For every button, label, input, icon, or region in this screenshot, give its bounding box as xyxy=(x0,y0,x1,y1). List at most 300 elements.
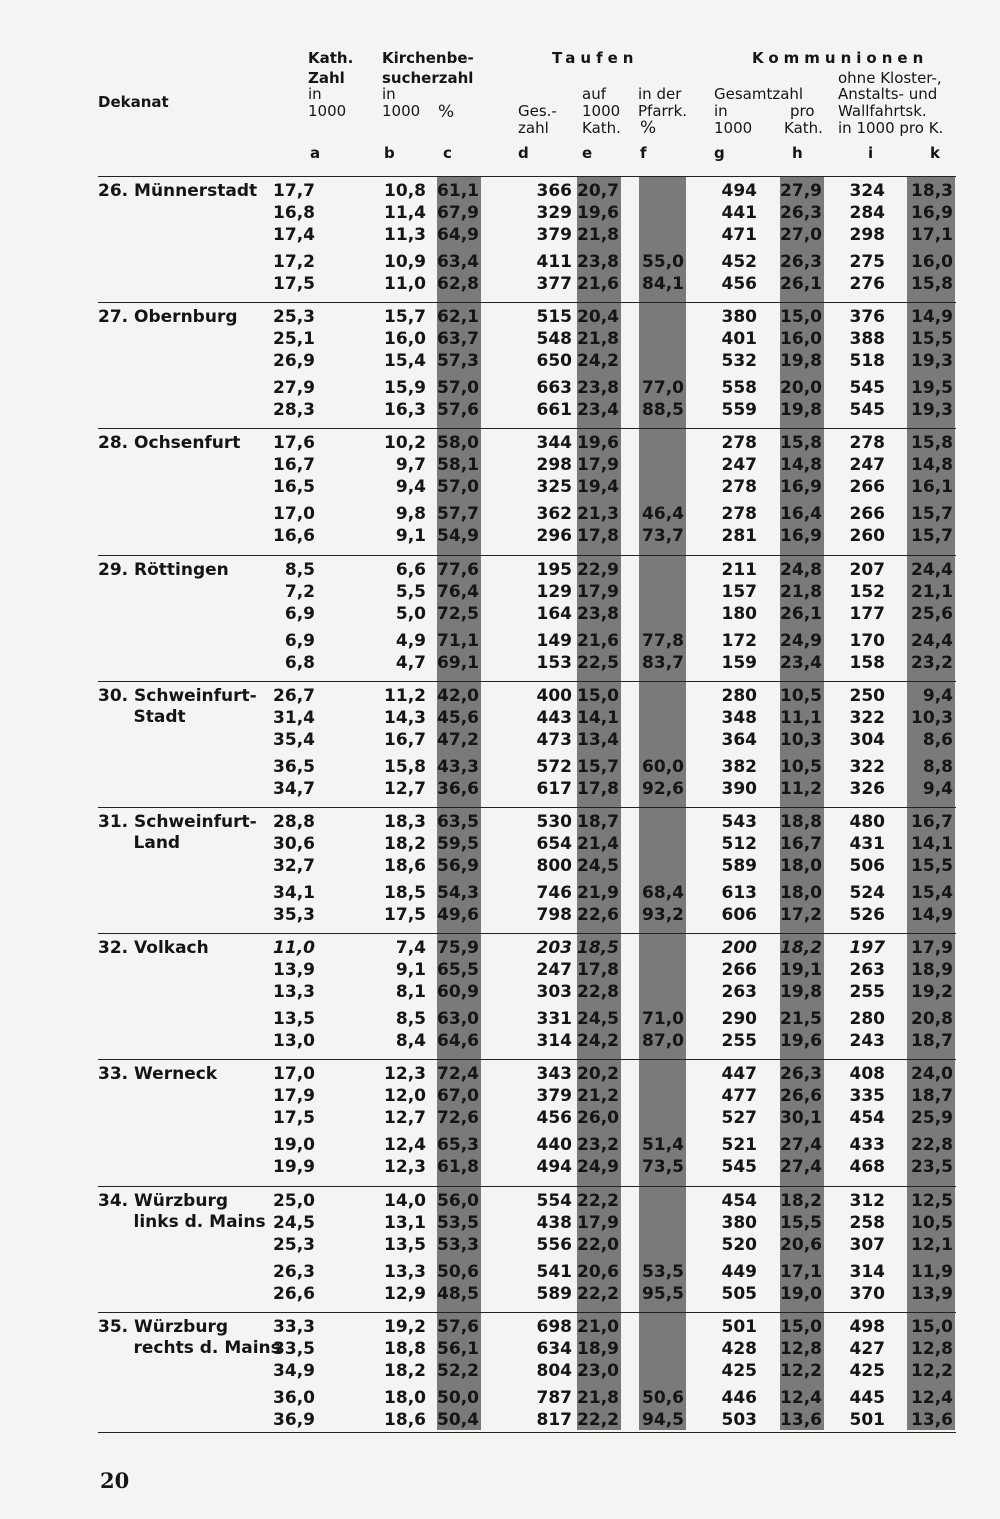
cell-e: 20,7 xyxy=(577,181,619,201)
cell-k: 15,7 xyxy=(911,504,953,525)
cell-d: 556 xyxy=(536,1234,572,1255)
cell-i: 545 xyxy=(849,378,885,399)
cell-a: 6,9 xyxy=(284,603,315,624)
cell-g: 558 xyxy=(721,378,757,399)
cell-b: 9,7 xyxy=(395,455,426,476)
cell-k: 16,9 xyxy=(911,203,953,223)
header-kommunionen: Kommunionen xyxy=(752,49,929,67)
dekanat-name: 34. Würzburg links d. Mains xyxy=(98,1190,266,1232)
cell-k: 12,5 xyxy=(911,1190,953,1211)
header-a-line1: Kath. xyxy=(308,49,354,67)
table-row xyxy=(0,1235,1000,1256)
cell-c: 77,6 xyxy=(437,559,479,580)
cell-g: 471 xyxy=(721,225,757,245)
cell-g: 543 xyxy=(721,812,757,832)
cell-h: 30,1 xyxy=(780,1108,822,1129)
cell-d: 515 xyxy=(536,307,572,328)
header-a-line2: Zahl xyxy=(308,69,345,87)
cell-i: 255 xyxy=(849,982,885,1003)
cell-i: 170 xyxy=(849,630,885,651)
cell-e: 19,4 xyxy=(577,477,619,498)
cell-g: 428 xyxy=(721,1338,757,1359)
cell-i: 207 xyxy=(849,559,885,580)
cell-d: 203 xyxy=(536,938,572,959)
header-rule xyxy=(98,176,956,177)
cell-d: 366 xyxy=(536,181,572,201)
table-row xyxy=(0,653,1000,674)
header-e-line2: 1000 xyxy=(582,102,621,120)
cell-g: 281 xyxy=(721,526,757,547)
cell-c: 62,8 xyxy=(437,274,479,294)
cell-c: 54,3 xyxy=(437,883,479,903)
cell-i: 501 xyxy=(849,1409,885,1430)
cell-e: 23,0 xyxy=(577,1360,619,1381)
cell-b: 11,0 xyxy=(384,274,426,294)
group-rule xyxy=(98,1186,956,1187)
cell-k: 14,9 xyxy=(911,905,953,925)
cell-h: 14,8 xyxy=(780,455,822,476)
cell-b: 5,5 xyxy=(395,581,426,602)
dekanat-name: 30. Schweinfurt- Stadt xyxy=(98,685,257,727)
cell-i: 307 xyxy=(849,1234,885,1255)
col-letter-a: a xyxy=(310,144,321,162)
cell-i: 388 xyxy=(849,329,885,350)
cell-b: 16,0 xyxy=(384,329,426,350)
cell-g: 521 xyxy=(721,1135,757,1156)
cell-b: 9,8 xyxy=(395,504,426,525)
cell-d: 195 xyxy=(536,559,572,580)
cell-g: 263 xyxy=(721,982,757,1003)
cell-k: 22,8 xyxy=(911,1135,953,1156)
cell-i: 545 xyxy=(849,400,885,421)
cell-c: 64,9 xyxy=(437,225,479,245)
cell-e: 24,2 xyxy=(577,351,619,372)
cell-f: 77,0 xyxy=(642,378,684,399)
cell-c: 57,0 xyxy=(437,378,479,399)
cell-g: 364 xyxy=(721,729,757,750)
table-row xyxy=(0,730,1000,751)
cell-f: 94,5 xyxy=(642,1409,684,1430)
header-b-line4: 1000 xyxy=(382,102,421,120)
cell-g: 348 xyxy=(721,707,757,728)
page-number: 20 xyxy=(100,1468,130,1493)
cell-g: 290 xyxy=(721,1009,757,1030)
header-a-line3: in xyxy=(308,85,322,103)
cell-d: 548 xyxy=(536,329,572,350)
cell-d: 654 xyxy=(536,834,572,854)
cell-i: 266 xyxy=(849,477,885,498)
group-rule xyxy=(98,681,956,682)
cell-a: 26,3 xyxy=(273,1261,315,1282)
cell-d: 589 xyxy=(536,1283,572,1304)
cell-d: 329 xyxy=(536,203,572,223)
cell-f: 87,0 xyxy=(642,1031,684,1052)
cell-e: 21,9 xyxy=(577,883,619,903)
table-row xyxy=(0,982,1000,1003)
cell-d: 247 xyxy=(536,960,572,981)
table-row xyxy=(0,1262,1000,1283)
cell-h: 15,0 xyxy=(780,307,822,328)
cell-g: 446 xyxy=(721,1387,757,1408)
cell-e: 22,2 xyxy=(577,1283,619,1304)
dekanat-name: 31. Schweinfurt- Land xyxy=(98,812,257,853)
cell-f: 73,5 xyxy=(642,1157,684,1178)
header-d-line1: Ges.- xyxy=(518,102,557,120)
cell-c: 58,1 xyxy=(437,455,479,476)
header-d-line2: zahl xyxy=(518,119,549,137)
cell-k: 24,0 xyxy=(911,1064,953,1085)
cell-e: 15,0 xyxy=(577,685,619,706)
cell-h: 26,1 xyxy=(780,603,822,624)
cell-d: 344 xyxy=(536,433,572,454)
cell-d: 411 xyxy=(536,252,572,272)
cell-e: 17,8 xyxy=(577,960,619,981)
header-b-line1: Kirchenbe- xyxy=(382,49,474,67)
cell-c: 47,2 xyxy=(437,729,479,750)
cell-i: 322 xyxy=(849,756,885,777)
cell-e: 14,1 xyxy=(577,707,619,728)
cell-b: 13,1 xyxy=(384,1212,426,1233)
cell-b: 11,2 xyxy=(384,685,426,706)
cell-k: 19,3 xyxy=(911,351,953,372)
cell-c: 72,6 xyxy=(437,1108,479,1129)
cell-e: 17,8 xyxy=(577,778,619,799)
cell-g: 452 xyxy=(721,252,757,272)
cell-k: 15,5 xyxy=(911,856,953,876)
cell-k: 18,3 xyxy=(911,181,953,201)
cell-g: 255 xyxy=(721,1031,757,1052)
cell-c: 43,3 xyxy=(437,756,479,777)
cell-f: 83,7 xyxy=(642,652,684,673)
cell-d: 377 xyxy=(536,274,572,294)
cell-a: 35,4 xyxy=(273,729,315,750)
cell-a: 31,4 xyxy=(273,707,315,728)
dekanat-name: 32. Volkach xyxy=(98,938,209,959)
cell-a: 16,5 xyxy=(273,477,315,498)
cell-i: 250 xyxy=(849,685,885,706)
header-f-line2: Pfarrk. xyxy=(638,102,688,120)
cell-e: 22,8 xyxy=(577,982,619,1003)
cell-b: 4,7 xyxy=(395,652,426,673)
header-g-line3: 1000 xyxy=(714,119,753,137)
cell-e: 17,8 xyxy=(577,526,619,547)
table-row xyxy=(0,1361,1000,1382)
cell-a: 17,0 xyxy=(273,504,315,525)
cell-k: 8,6 xyxy=(922,729,953,750)
cell-d: 164 xyxy=(536,603,572,624)
cell-h: 13,6 xyxy=(780,1409,822,1430)
cell-e: 23,8 xyxy=(577,603,619,624)
cell-i: 276 xyxy=(849,274,885,294)
cell-e: 24,9 xyxy=(577,1157,619,1178)
cell-h: 15,8 xyxy=(780,433,822,454)
cell-e: 18,9 xyxy=(577,1338,619,1359)
table-row xyxy=(0,504,1000,525)
table-row xyxy=(0,757,1000,778)
cell-d: 473 xyxy=(536,729,572,750)
cell-b: 12,0 xyxy=(384,1086,426,1107)
cell-c: 42,0 xyxy=(437,685,479,706)
cell-i: 263 xyxy=(849,960,885,981)
cell-b: 5,0 xyxy=(395,603,426,624)
cell-a: 17,6 xyxy=(273,433,315,454)
cell-k: 15,5 xyxy=(911,329,953,350)
cell-k: 20,8 xyxy=(911,1009,953,1030)
cell-i: 427 xyxy=(849,1338,885,1359)
table-row xyxy=(0,834,1000,855)
cell-b: 18,2 xyxy=(384,1360,426,1381)
cell-i: 433 xyxy=(849,1135,885,1156)
table-row xyxy=(0,938,1000,959)
cell-k: 9,4 xyxy=(922,778,953,799)
cell-k: 17,9 xyxy=(911,938,953,959)
cell-c: 53,3 xyxy=(437,1234,479,1255)
cell-g: 172 xyxy=(721,630,757,651)
col-letter-f: f xyxy=(640,144,647,162)
cell-a: 17,5 xyxy=(273,1108,315,1129)
header-dekanat: Dekanat xyxy=(98,93,169,111)
header-b-line3: in xyxy=(382,85,396,103)
cell-g: 401 xyxy=(721,329,757,350)
cell-b: 16,7 xyxy=(384,729,426,750)
cell-a: 32,7 xyxy=(273,856,315,876)
table-row xyxy=(0,1410,1000,1431)
cell-c: 59,5 xyxy=(437,834,479,854)
cell-f: 73,7 xyxy=(642,526,684,547)
cell-e: 21,4 xyxy=(577,834,619,854)
cell-b: 18,0 xyxy=(384,1387,426,1408)
cell-h: 17,1 xyxy=(780,1261,822,1282)
cell-e: 23,2 xyxy=(577,1135,619,1156)
cell-f: 84,1 xyxy=(642,274,684,294)
cell-b: 13,5 xyxy=(384,1234,426,1255)
cell-e: 17,9 xyxy=(577,455,619,476)
cell-a: 16,8 xyxy=(273,203,315,223)
cell-k: 24,4 xyxy=(911,559,953,580)
cell-k: 11,9 xyxy=(911,1261,953,1282)
cell-f: 93,2 xyxy=(642,905,684,925)
cell-h: 19,0 xyxy=(780,1283,822,1304)
cell-d: 650 xyxy=(536,351,572,372)
cell-c: 50,0 xyxy=(437,1387,479,1408)
cell-h: 17,2 xyxy=(780,905,822,925)
cell-k: 16,0 xyxy=(911,252,953,272)
cell-k: 21,1 xyxy=(911,581,953,602)
cell-h: 26,1 xyxy=(780,274,822,294)
cell-h: 19,6 xyxy=(780,1031,822,1052)
cell-e: 22,0 xyxy=(577,1234,619,1255)
cell-k: 24,4 xyxy=(911,630,953,651)
cell-f: 71,0 xyxy=(642,1009,684,1030)
cell-a: 33,3 xyxy=(273,1316,315,1337)
cell-e: 22,2 xyxy=(577,1409,619,1430)
cell-h: 18,0 xyxy=(780,883,822,903)
header-i-line1: ohne Kloster-, xyxy=(838,69,942,87)
cell-a: 17,9 xyxy=(273,1086,315,1107)
cell-k: 13,9 xyxy=(911,1283,953,1304)
cell-h: 26,3 xyxy=(780,1064,822,1085)
cell-b: 4,9 xyxy=(395,630,426,651)
dekanat-name: 28. Ochsenfurt xyxy=(98,433,241,454)
cell-g: 157 xyxy=(721,581,757,602)
cell-d: 379 xyxy=(536,1086,572,1107)
cell-c: 69,1 xyxy=(437,652,479,673)
cell-a: 28,3 xyxy=(273,400,315,421)
cell-k: 12,8 xyxy=(911,1338,953,1359)
table-row xyxy=(0,1317,1000,1338)
cell-i: 454 xyxy=(849,1108,885,1129)
cell-g: 494 xyxy=(721,181,757,201)
cell-c: 56,1 xyxy=(437,1338,479,1359)
cell-i: 278 xyxy=(849,433,885,454)
cell-i: 304 xyxy=(849,729,885,750)
cell-a: 25,3 xyxy=(273,1234,315,1255)
cell-d: 440 xyxy=(536,1135,572,1156)
cell-e: 21,8 xyxy=(577,329,619,350)
cell-i: 275 xyxy=(849,252,885,272)
cell-b: 14,0 xyxy=(384,1190,426,1211)
cell-b: 18,2 xyxy=(384,834,426,854)
cell-d: 314 xyxy=(536,1031,572,1052)
cell-h: 27,4 xyxy=(780,1157,822,1178)
table-row xyxy=(0,905,1000,926)
cell-a: 6,9 xyxy=(284,630,315,651)
cell-e: 22,5 xyxy=(577,652,619,673)
cell-d: 554 xyxy=(536,1190,572,1211)
cell-e: 21,6 xyxy=(577,630,619,651)
cell-k: 18,7 xyxy=(911,1086,953,1107)
table-row xyxy=(0,1157,1000,1178)
cell-h: 26,3 xyxy=(780,203,822,223)
cell-e: 21,0 xyxy=(577,1316,619,1337)
cell-b: 10,8 xyxy=(384,181,426,201)
cell-g: 545 xyxy=(721,1157,757,1178)
cell-a: 35,3 xyxy=(273,905,315,925)
cell-h: 19,8 xyxy=(780,351,822,372)
cell-d: 634 xyxy=(536,1338,572,1359)
cell-a: 11,0 xyxy=(273,938,315,959)
cell-h: 19,1 xyxy=(780,960,822,981)
table-row xyxy=(0,883,1000,904)
cell-b: 8,1 xyxy=(395,982,426,1003)
cell-b: 18,8 xyxy=(384,1338,426,1359)
header-i-line2: Anstalts- und xyxy=(838,85,938,103)
cell-d: 298 xyxy=(536,455,572,476)
table-row xyxy=(0,812,1000,833)
table-row xyxy=(0,225,1000,246)
cell-g: 454 xyxy=(721,1190,757,1211)
cell-k: 14,1 xyxy=(911,834,953,854)
cell-f: 53,5 xyxy=(642,1261,684,1282)
cell-b: 15,4 xyxy=(384,351,426,372)
cell-k: 18,7 xyxy=(911,1031,953,1052)
cell-e: 22,6 xyxy=(577,905,619,925)
cell-g: 159 xyxy=(721,652,757,673)
cell-g: 278 xyxy=(721,433,757,454)
cell-c: 67,9 xyxy=(437,203,479,223)
group-rule xyxy=(98,428,956,429)
cell-k: 23,5 xyxy=(911,1157,953,1178)
header-e-line1: auf xyxy=(582,85,606,103)
header-c-percent: % xyxy=(438,102,455,122)
header-i-line3: Wallfahrtsk. xyxy=(838,102,927,120)
cell-a: 25,1 xyxy=(273,329,315,350)
cell-b: 18,5 xyxy=(384,883,426,903)
cell-i: 526 xyxy=(849,905,885,925)
table-row xyxy=(0,686,1000,707)
cell-g: 180 xyxy=(721,603,757,624)
cell-e: 24,5 xyxy=(577,1009,619,1030)
table-row xyxy=(0,378,1000,399)
table-row xyxy=(0,181,1000,202)
table-row xyxy=(0,779,1000,800)
cell-d: 331 xyxy=(536,1009,572,1030)
cell-e: 19,6 xyxy=(577,203,619,223)
cell-a: 28,8 xyxy=(273,812,315,832)
table-row xyxy=(0,582,1000,603)
cell-a: 13,3 xyxy=(273,982,315,1003)
cell-g: 247 xyxy=(721,455,757,476)
cell-d: 698 xyxy=(536,1316,572,1337)
cell-b: 15,7 xyxy=(384,307,426,328)
cell-h: 11,1 xyxy=(780,707,822,728)
cell-a: 17,7 xyxy=(273,181,315,201)
cell-h: 21,5 xyxy=(780,1009,822,1030)
cell-g: 512 xyxy=(721,834,757,854)
cell-c: 57,6 xyxy=(437,1316,479,1337)
cell-h: 23,4 xyxy=(780,652,822,673)
cell-k: 19,5 xyxy=(911,378,953,399)
table-row xyxy=(0,433,1000,454)
cell-c: 56,0 xyxy=(437,1190,479,1211)
cell-k: 15,4 xyxy=(911,883,953,903)
table-row xyxy=(0,1339,1000,1360)
cell-e: 21,8 xyxy=(577,225,619,245)
cell-a: 34,7 xyxy=(273,778,315,799)
cell-a: 17,5 xyxy=(273,274,315,294)
table-row xyxy=(0,526,1000,547)
cell-g: 447 xyxy=(721,1064,757,1085)
table-row xyxy=(0,1031,1000,1052)
cell-h: 11,2 xyxy=(780,778,822,799)
cell-i: 247 xyxy=(849,455,885,476)
cell-d: 494 xyxy=(536,1157,572,1178)
cell-b: 10,2 xyxy=(384,433,426,454)
cell-i: 425 xyxy=(849,1360,885,1381)
col-letter-e: e xyxy=(582,144,593,162)
table-row xyxy=(0,351,1000,372)
cell-k: 9,4 xyxy=(922,685,953,706)
cell-g: 380 xyxy=(721,1212,757,1233)
cell-d: 541 xyxy=(536,1261,572,1282)
cell-c: 63,4 xyxy=(437,252,479,272)
group-rule xyxy=(98,933,956,934)
cell-c: 54,9 xyxy=(437,526,479,547)
cell-d: 443 xyxy=(536,707,572,728)
cell-k: 8,8 xyxy=(922,756,953,777)
cell-k: 13,6 xyxy=(911,1409,953,1430)
cell-b: 17,5 xyxy=(384,905,426,925)
cell-c: 48,5 xyxy=(437,1283,479,1304)
cell-a: 24,5 xyxy=(273,1212,315,1233)
col-letter-i: i xyxy=(868,144,874,162)
cell-e: 21,3 xyxy=(577,504,619,525)
cell-i: 370 xyxy=(849,1283,885,1304)
cell-d: 325 xyxy=(536,477,572,498)
cell-k: 14,9 xyxy=(911,307,953,328)
cell-g: 425 xyxy=(721,1360,757,1381)
cell-i: 266 xyxy=(849,504,885,525)
